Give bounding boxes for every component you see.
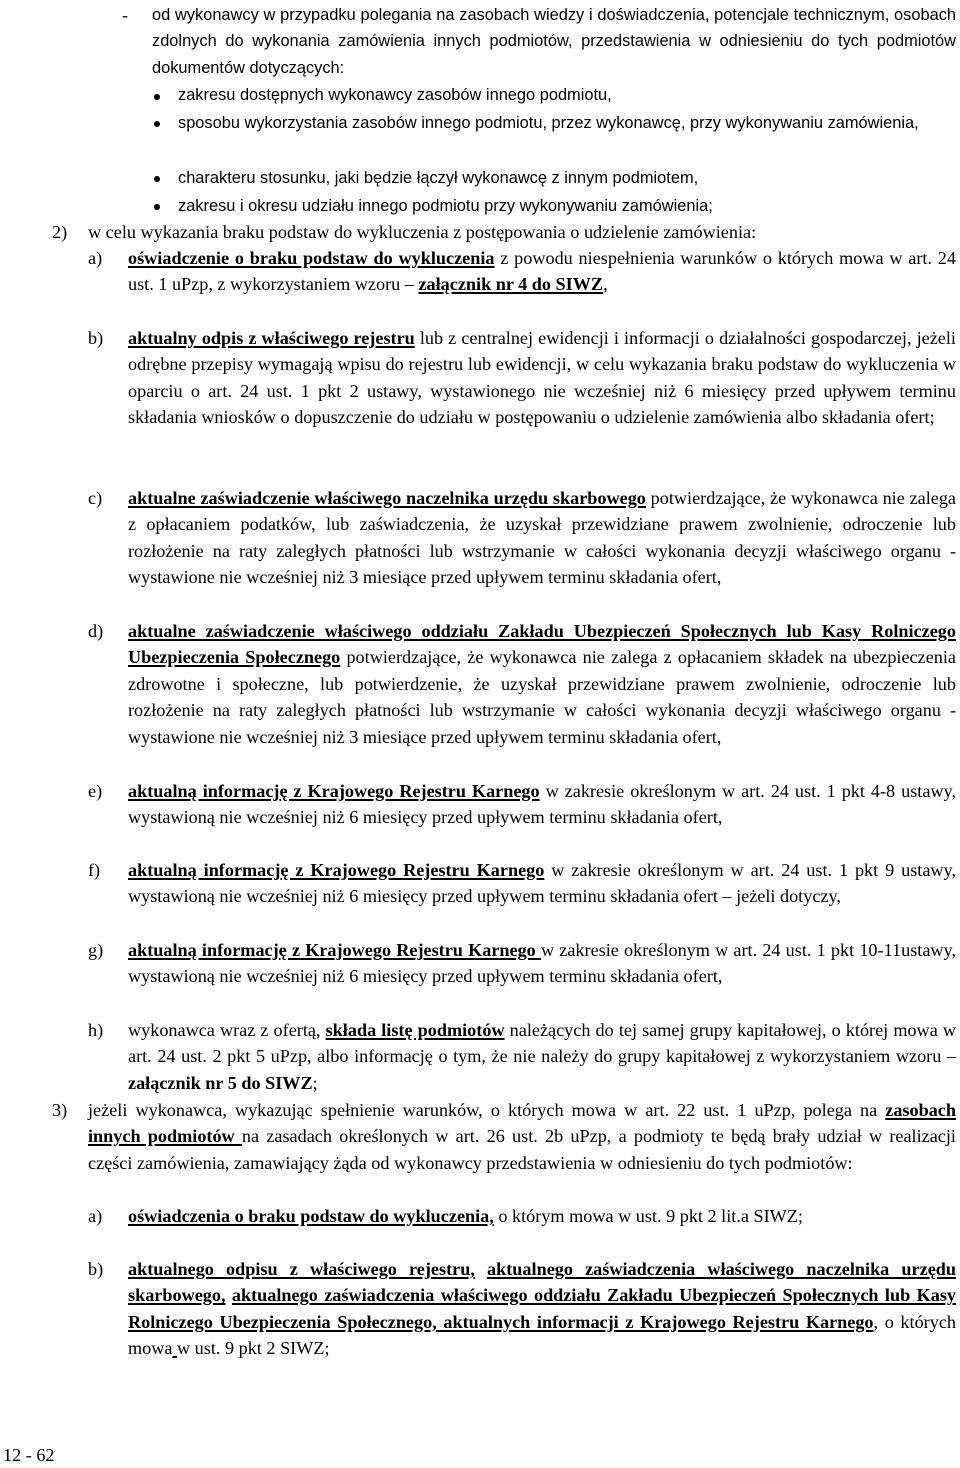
text-run: składa listę podmiotów [325, 1020, 505, 1040]
text-run: od wykonawcy w przypadku polegania na zasobach wiedzy i doświadczenia, potencjale technicznym, osobach zdolnych do wykonania zamówienia innych podmiotów, przedstawienia w odniesieniu do tych podmiotów dokumentów dotyczących: [152, 6, 956, 77]
page-number: 12 - 62 [3, 1445, 55, 1465]
text-run [475, 1259, 487, 1279]
text-run: lub z centralnej ewidencji i informacji o działalności gospodarczej, jeżeli odrębne przepisy wymagają wpisu do rejestru lub ewidencji, w celu wykazania braku podstaw do wykluczenia w oparciu o art. 24 ust. 1 pkt 2 ustawy, wystawionego nie wcześniej niż 6 miesięcy przed upływem terminu składania wniosków o dopuszczenie do udziału w postępowaniu o udzielenie zamówienia albo składania ofert; [128, 328, 956, 428]
text-run: aktualną informację z Krajowego Rejestru Karnego [128, 940, 541, 960]
section-2-item-h-marker: h) [88, 1020, 104, 1040]
text-run: , [603, 274, 608, 295]
section-2-item-g [128, 937, 956, 990]
section-2-item-h [128, 1017, 956, 1096]
text-run: ; [312, 1072, 318, 1093]
intro-paragraph [152, 2, 956, 81]
section-2-item-e [128, 778, 956, 831]
text-run: wykonawca wraz z ofertą, [128, 1020, 326, 1040]
text-run: aktualne zaświadczenie właściwego naczelnika urzędu skarbowego [128, 488, 646, 508]
intro-bullet-2 [178, 110, 956, 136]
bullet-icon [154, 204, 160, 210]
text-run: potwierdzające, że wykonawca nie zalega z opłacaniem podatków, lub zaświadczenia, że uzyskał przewidziane prawem zwolnienie, odroczenie lub rozłożenie na raty zaległych płatności lub wstrzymanie w całości wykonania decyzji właściwego organu - wystawione nie wcześniej niż 3 miesiące przed upływem terminu składania ofert, [128, 488, 957, 588]
text-run: , o których mowa [128, 1311, 956, 1359]
section-2-item-e-marker: e) [88, 781, 103, 801]
section-3-item-a-marker: a) [88, 1206, 103, 1226]
section-3-marker: 3) [52, 1100, 68, 1120]
text-run: załącznik nr 5 do SIWZ [128, 1072, 313, 1093]
section-2-item-b-marker: b) [88, 328, 104, 348]
section-2-item-b [128, 325, 956, 431]
text-run: załącznik nr 4 do SIWZ [418, 274, 604, 295]
section-2-heading [88, 219, 956, 245]
text-run: jeżeli wykonawca, wykazując spełnienie warunków, o których mowa w art. 22 ust. 1 uPzp, polega na [88, 1100, 886, 1120]
section-2-item-f-marker: f) [88, 860, 101, 880]
section-2-item-d [128, 618, 956, 750]
text-run: w zakresie określonym w art. 24 ust. 1 pkt 10-11ustawy, wystawioną nie wcześniej niż 6 miesięcy przed upływem terminu składania ofert, [128, 940, 956, 987]
text-run: w zakresie określonym w art. 24 ust. 1 pkt 9 ustawy, wystawioną nie wcześniej niż 6 miesięcy przed upływem terminu składania ofert – jeżeli dotyczy, [128, 860, 956, 907]
text-run: zakresu i okresu udziału innego podmiotu przy wykonywaniu zamówienia; [178, 197, 713, 215]
text-run: aktualnego zaświadczenia właściwego oddziału Zakładu Ubezpieczeń Społecznych lub Kasy Rolniczego Ubezpieczenia Społecznego, aktualnych informacji z Krajowego Rejestru Karnego [128, 1285, 956, 1332]
section-2-item-f [128, 857, 956, 910]
section-3-paragraph [88, 1097, 956, 1176]
section-2-item-c-marker: c) [88, 488, 103, 508]
bullet-icon [154, 121, 160, 127]
text-run: aktualne zaświadczenie właściwego oddziału Zakładu Ubezpieczeń Społecznych lub Kasy Rolniczego Ubezpieczenia Społecznego [128, 621, 956, 668]
text-run: oświadczenie o braku podstaw do wykluczenia [128, 248, 495, 268]
section-2-item-d-marker: d) [88, 621, 104, 641]
text-run: aktualną informację z Krajowego Rejestru Karnego [128, 860, 545, 880]
text-run: należących do tej samej grupy kapitałowej, o której mowa w art. 24 ust. 2 pkt 5 uPzp, albo informację o tym, że nie należy do grupy kapitałowej z wykorzystaniem wzoru – [128, 1020, 956, 1067]
text-run: zasobach innych podmiotów [88, 1100, 956, 1147]
text-run: w ust. 9 pkt 2 SIWZ; [177, 1338, 330, 1359]
section-2-item-a [128, 245, 956, 298]
section-2-item-g-marker: g) [88, 940, 104, 960]
section-2-item-c [128, 485, 956, 591]
text-run: aktualnego odpisu z właściwego rejestru, [128, 1259, 475, 1279]
section-2-marker: 2) [52, 222, 68, 242]
text-run: w zakresie określonym w art. 24 ust. 1 pkt 4-8 ustawy, wystawioną nie wcześniej niż 6 miesięcy przed upływem terminu składania ofert, [128, 781, 956, 828]
intro-marker: - [122, 5, 129, 25]
section-2-item-a-marker: a) [88, 248, 103, 268]
intro-bullet-1 [178, 82, 956, 108]
text-run: aktualny odpis z właściwego rejestru [128, 328, 415, 348]
intro-bullet-3 [178, 165, 956, 191]
section-3-item-a [128, 1203, 956, 1229]
text-run: zakresu dostępnych wykonawcy zasobów innego podmiotu, [178, 86, 612, 104]
text-run: aktualną informację z Krajowego Rejestru Karnego [128, 781, 540, 801]
text-run: na zasadach określonych w art. 26 ust. 2b uPzp, a podmioty te będą brały udział w realizacji części zamówienia, zamawiający żąda od wykonawcy przedstawienia w odniesieniu do tych podmiotów: [88, 1126, 956, 1173]
bullet-icon [154, 94, 160, 100]
intro-bullet-4 [178, 193, 956, 219]
text-run: w celu wykazania braku podstaw do wykluczenia z postępowania o udzielenie zamówienia: [88, 222, 757, 242]
text-run: charakteru stosunku, jaki będzie łączył wykonawcę z innym podmiotem, [178, 169, 699, 187]
text-run: aktualnego zaświadczenia właściwego naczelnika urzędu skarbowego, [128, 1259, 956, 1306]
text-run: z powodu niespełnienia warunków o których mowa w art. 24 ust. 1 uPzp, z wykorzystaniem wzoru – [128, 248, 956, 295]
text-run: potwierdzające, że wykonawca nie zalega z opłacaniem składek na ubezpieczenia zdrowotne i społeczne, lub potwierdzenie, że uzyskał przewidziane prawem zwolnienie, odroczenie lub rozłożenie na raty zaległych płatności lub wstrzymanie w całości wykonania decyzji właściwego organu - wystawione nie wcześniej niż 3 miesiące przed upływem terminu składania ofert, [128, 647, 956, 747]
bullet-icon [154, 176, 160, 182]
section-3-item-b [128, 1256, 956, 1362]
text-run: oświadczenia o braku podstaw do wykluczenia, [128, 1206, 494, 1226]
text-run: o którym mowa w ust. 9 pkt 2 lit.a SIWZ; [493, 1206, 803, 1226]
text-run: sposobu wykorzystania zasobów innego podmiotu, przez wykonawcę, przy wykonywaniu zamówienia, [178, 114, 919, 132]
section-3-item-b-marker: b) [88, 1259, 104, 1279]
